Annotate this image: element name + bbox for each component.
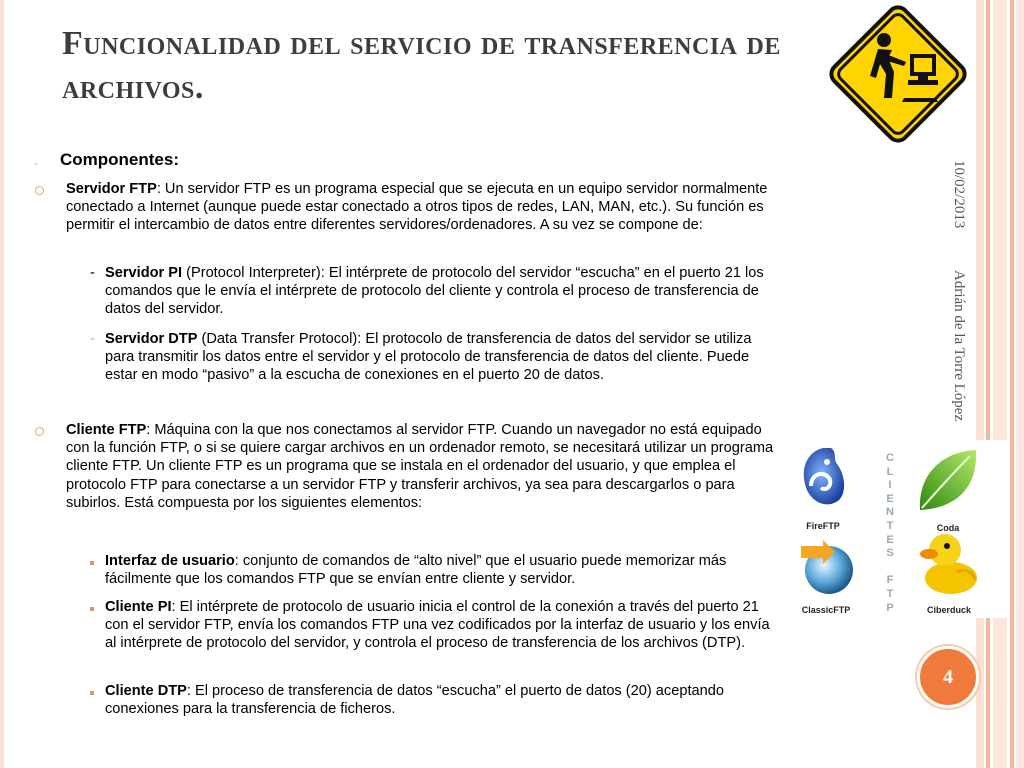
- bullet-square-icon: [90, 691, 94, 695]
- stripe-4: [1010, 0, 1014, 768]
- cliente-dtp-paragraph: Cliente DTP: El proceso de transferencia de datos “escucha” el puerto de datos (20) aceptando conexiones para la transferencia de ficheros.: [90, 682, 780, 718]
- servidor-dtp-paragraph: - Servidor DTP (Data Transfer Protocol): El protocolo de transferencia de datos del servidor se utiliza para transmitir los datos entre el servidor y el protocolo de transferencia de datos del cliente. Puede estar en modo “pasivo” a la escucha de conexiones en el puerto 20 de datos.: [90, 331, 752, 384]
- left-stripe: [0, 0, 4, 768]
- stripe-2: [986, 0, 990, 768]
- cliente-pi-paragraph: Cliente PI: El intérprete de protocolo de usuario inicia el control de la conexión a través del puerto 21 con el servidor FTP, envía los comandos FTP una vez codificados por la interfaz de usuario y los envía al intérprete de protocolo del servidor, y controla el proceso de transferencia de los archivos (DTP).: [90, 598, 780, 653]
- ciberduck-logo: Ciberduck: [912, 528, 986, 615]
- stripe-5: [1016, 0, 1024, 768]
- slide-author: Adrián de la Torre López: [951, 270, 967, 422]
- coda-leaf-icon: [914, 446, 982, 516]
- classicftp-icon: [795, 536, 857, 598]
- warning-sign-icon: [826, 2, 970, 146]
- duck-icon: [917, 528, 981, 598]
- componentes-heading: Componentes:: [60, 150, 179, 169]
- slide-date: 10/02/2013: [951, 160, 967, 229]
- stripe-3: [993, 0, 1007, 768]
- dash-marker: -: [34, 156, 38, 170]
- servidor-ftp-paragraph: Servidor FTP: Un servidor FTP es un programa especial que se ejecuta en un equipo servidor normalmente conectado a Internet (aunque puede estar conectado a otros tipos de redes, LAN, MAN, etc.). Su función es permitir el intercambio de datos entre diferentes servidores/ordenadores. A su vez se compone de:: [66, 181, 768, 234]
- bullet-servidor-icon: [35, 186, 44, 195]
- page-number: 4: [917, 646, 979, 708]
- classicftp-logo: ClassicFTP: [792, 536, 860, 615]
- servidor-pi-paragraph: - Servidor PI (Protocol Interpreter): El intérprete de protocolo del servidor “escucha” en el puerto 21 los comandos que le envía el intérprete de protocolo del cliente y controla el proceso de transferencia de datos del servidor.: [90, 265, 764, 318]
- bullet-square-icon: [90, 561, 94, 565]
- fireftp-icon: [797, 444, 849, 514]
- clientes-ftp-vertical-label: C L I E N T E S F T P: [886, 452, 894, 614]
- cliente-ftp-paragraph: Cliente FTP: Máquina con la que nos conectamos al servidor FTP. Cuando un navegador no está equipado con la función FTP, o si se quiere cargar archivos en un ordenador remoto, se necesitará utilizar un programa cliente FTP. Un cliente FTP es un programa que se instala en el ordenador del usuario, y que emplea el protocolo FTP para conectarse a un servidor FTP y transferir archivos, ya sea para descargarlos o para subirlos. Está compuesta por los siguientes elementos:: [66, 422, 774, 511]
- slide-title: Funcionalidad del servicio de transferencia de archivos.: [62, 25, 781, 106]
- stripe-1: [976, 0, 984, 768]
- bullet-square-icon: [90, 607, 94, 611]
- bullet-cliente-icon: [35, 427, 44, 436]
- fireftp-logo: FireFTP: [792, 444, 854, 531]
- coda-logo: Coda: [912, 446, 984, 533]
- interfaz-paragraph: Interfaz de usuario: conjunto de comandos de “alto nivel” que el usuario puede memorizar más fácilmente que los comandos FTP que se envían entre cliente y servidor.: [90, 552, 780, 588]
